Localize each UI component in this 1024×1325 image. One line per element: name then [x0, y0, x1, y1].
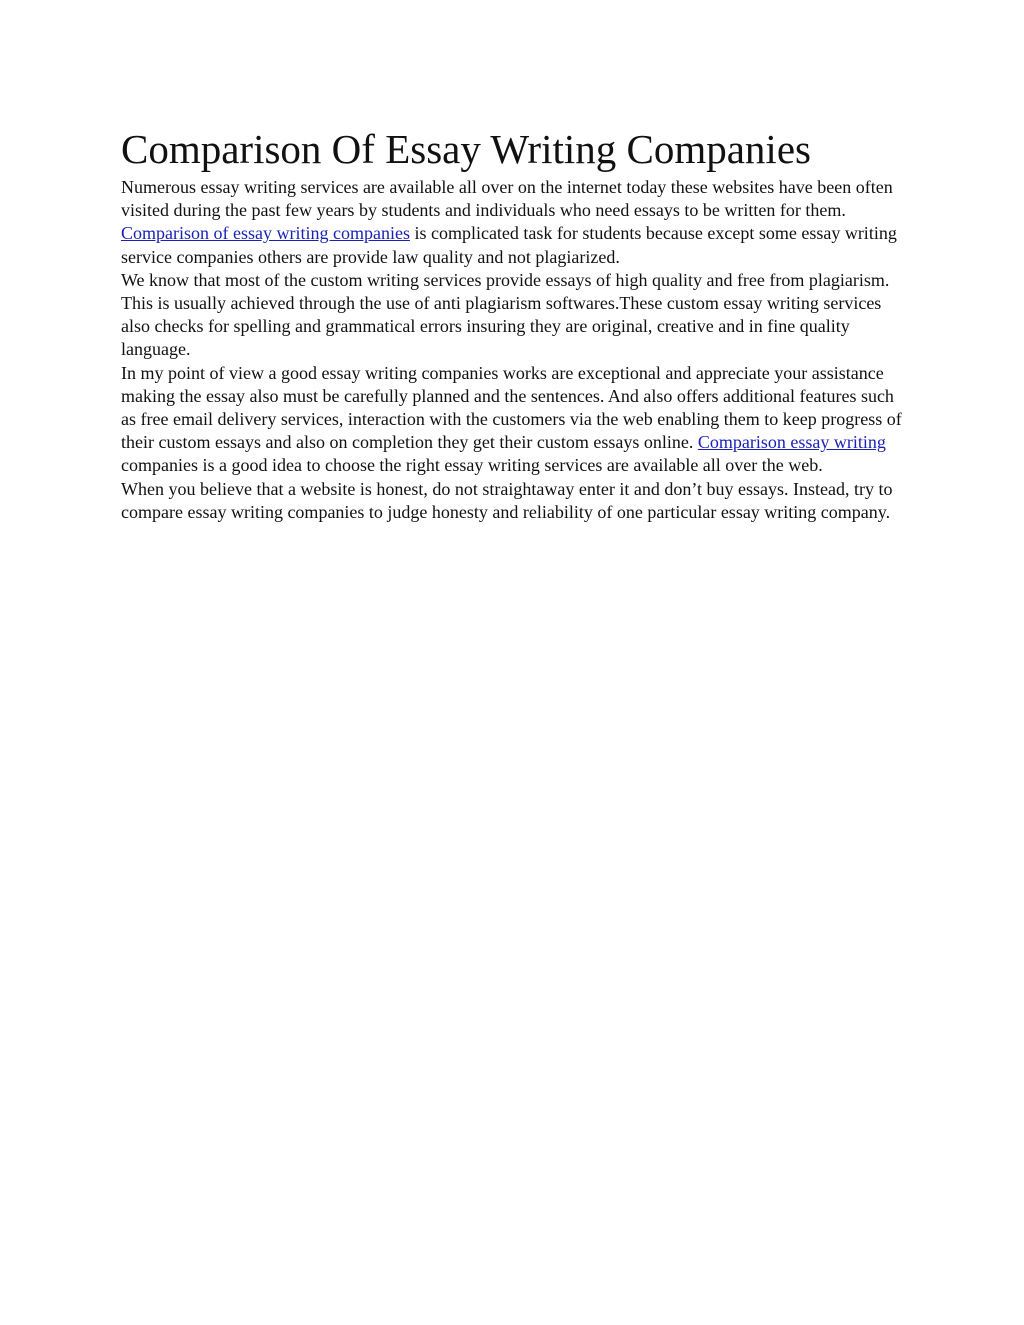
document-title: Comparison Of Essay Writing Companies	[121, 126, 811, 172]
paragraph-2: We know that most of the custom writing services provide essays of high quality and free from plagiarism. This is usually achieved through the use of anti plagiarism softwares.These custom essay writing services also checks for spelling and grammatical errors insuring they are original, creative and in fine quality language.	[121, 269, 890, 360]
comparison-of-essay-writing-companies-link[interactable]: Comparison of essay writing companies	[121, 223, 410, 244]
paragraph-3-text-after: companies is a good idea to choose the right essay writing services are available all over the web.	[121, 455, 823, 476]
paragraph-3	[121, 362, 911, 478]
paragraph-1-text-after: is complicated task for students because except some essay writing service companies others are provide law quality and not plagiarized.	[121, 223, 897, 267]
paragraph-4: When you believe that a website is honest, do not straightaway enter it and don’t buy essays. Instead, try to compare essay writing companies to judge honesty and reliability of one particular essay writing company.	[121, 478, 893, 522]
comparison-essay-writing-link[interactable]: Comparison essay writing	[697, 432, 886, 453]
paragraph-1	[121, 176, 911, 269]
paragraph-1-text-before: Numerous essay writing services are available all over on the internet today these websites have been often visited during the past few years by students and individuals who need essays to be written for them.	[121, 177, 893, 221]
document-page	[121, 124, 911, 524]
paragraph-3-text-before: In my point of view a good essay writing companies works are exceptional and appreciate your assistance making the essay also must be carefully planned and the sentences. And also offers additional features such as free email delivery services, interaction with the customers via the web enabling them to keep progress of their custom essays and also on completion they get their custom essays online.	[121, 362, 902, 453]
